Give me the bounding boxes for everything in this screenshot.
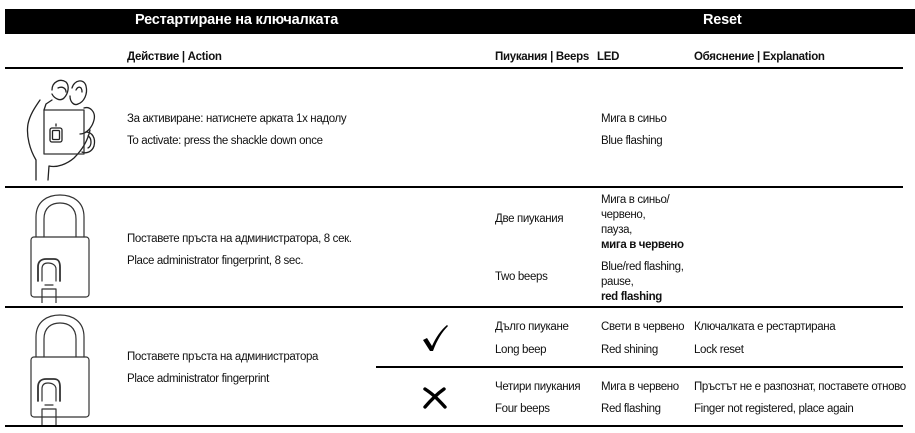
- led-text-en: Red shining: [601, 344, 658, 356]
- beeps-text-bg: Две пиукания: [495, 213, 564, 225]
- cross-icon: [423, 387, 447, 409]
- action-text-en: Place administrator fingerprint: [127, 373, 269, 385]
- padlock-fingerprint-icon: [30, 313, 92, 425]
- led-text-bg-line-1: Мига в синьо/: [601, 194, 670, 206]
- led-text-en-line-1: Blue/red flashing,: [601, 261, 684, 273]
- row-divider: [5, 186, 903, 188]
- column-header-led: LED: [597, 51, 620, 63]
- column-header-action: Действие | Action: [127, 51, 222, 63]
- title-bar: [5, 9, 915, 34]
- checkmark-icon: [421, 324, 449, 352]
- header-divider: [5, 67, 903, 69]
- led-text-en: Red flashing: [601, 403, 661, 415]
- title-bulgarian: Рестартиране на ключалката: [135, 12, 339, 28]
- title-english: Reset: [703, 12, 742, 28]
- column-header-explanation: Обяснение | Explanation: [694, 51, 825, 63]
- explanation-text-bg: Ключалката е рестартирана: [694, 321, 836, 333]
- action-text-en: Place administrator fingerprint, 8 sec.: [127, 255, 304, 267]
- led-text-en: Blue flashing: [601, 135, 663, 147]
- explanation-text-bg: Пръстът не е разпознат, поставете отново: [694, 381, 906, 393]
- explanation-text-en: Finger not registered, place again: [694, 403, 854, 415]
- table-bottom-rule: [5, 425, 903, 427]
- beeps-text-bg: Дълго пиукане: [495, 321, 569, 333]
- led-text-bg-line-3: пауза,: [601, 224, 633, 236]
- hand-pressing-lock-icon: [22, 76, 102, 181]
- led-text-bg-line-4: мига в червено: [601, 239, 684, 251]
- action-text-bg: Поставете пръста на администратора: [127, 351, 319, 363]
- beeps-text-bg: Четири пиукания: [495, 381, 581, 393]
- explanation-text-en: Lock reset: [694, 344, 744, 356]
- outcome-divider: [376, 366, 903, 368]
- beeps-text-en: Four beeps: [495, 403, 550, 415]
- led-text-bg: Свети в червено: [601, 321, 685, 333]
- led-text-en-line-2: pause,: [601, 276, 634, 288]
- led-text-en-line-3: red flashing: [601, 291, 662, 303]
- led-text-bg: Мига в червено: [601, 381, 679, 393]
- row-divider: [5, 306, 903, 308]
- action-text-bg: За активиране: натиснете арката 1x надолу: [127, 113, 347, 125]
- beeps-text-en: Long beep: [495, 344, 547, 356]
- led-text-bg-line-2: червено,: [601, 209, 646, 221]
- column-header-beeps: Пиукания | Beeps: [495, 51, 589, 63]
- beeps-text-en: Two beeps: [495, 271, 548, 283]
- action-text-en: To activate: press the shackle down once: [127, 135, 323, 147]
- padlock-fingerprint-icon: [30, 193, 92, 303]
- action-text-bg: Поставете пръста на администратора, 8 сек.: [127, 233, 352, 245]
- led-text-bg: Мига в синьо: [601, 113, 667, 125]
